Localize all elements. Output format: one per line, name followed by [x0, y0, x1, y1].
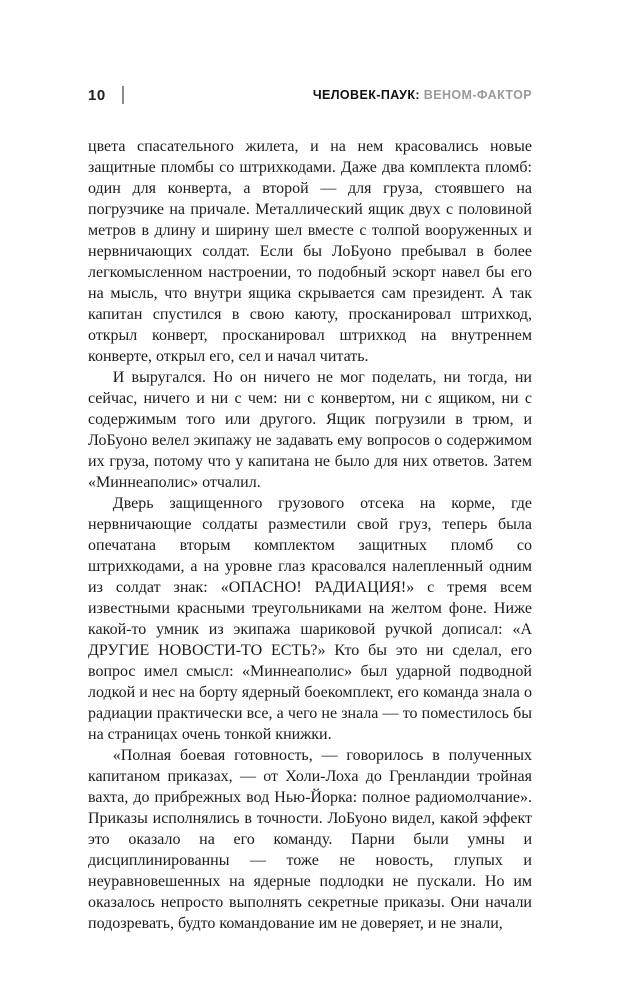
paragraph: «Полная боевая готовность, — говорилось в полученных капитаном приказах, — от Холи-Лоха до Гренландии тройная вахта, до прибрежных вод Нью-Йорка: полное радиомолчание». Приказы исполнялись в точности. ЛоБуоно видел, какой эффект это оказало на его команду. Парни были умны и дисциплинированны — тоже не новость, глупых и неуравновешенных на ядерные подлодки не пускали. Но им оказалось непросто выполнять секретные приказы. Они начали подозревать, будто командование им не доверяет, и не знали, — [88, 747, 532, 932]
paragraph: цвета спасательного жилета, и на нем красовались новые защитные пломбы со штрихкодами. Даже два комплекта пломб: один для конверта, а второй — для груза, стоявшего на погрузчике на причале. Металлический ящик двух с половиной метров в длину и ширину шел вместе с толпой вооруженных и нервничающих солдат. Если бы ЛоБуоно пребывал в более легкомысленном настроении, то подобный эскорт навел бы его на мысль, что внутри ящика скрывается сам президент. А так капитан спустился в свою каюту, просканировал штрихкод, открыл конверт, просканировал штрихкод на внутреннем конверте, открыл его, сел и начал читать. — [88, 138, 532, 365]
page-number: 10 — [88, 86, 106, 104]
paragraph: И выругался. Но он ничего не мог поделать, ни тогда, ни сейчас, ничего и ни с чем: ни с конвертом, ни с ящиком, ни с содержимым того или другого. Ящик погрузили в трюм, и ЛоБуоно велел экипажу не задавать ему вопросов о содержимом их груза, потому что у капитана не было для них ответов. Затем «Миннеаполис» отчалил. — [88, 369, 532, 491]
paragraph: Дверь защищенного грузового отсека на корме, где нервничающие солдаты разместили свой груз, теперь была опечатана вторым комплектом защитных пломб со штрихкодами, а на уровне глаз красовался налепленный одним из солдат знак: «ОПАСНО! РАДИАЦИЯ!» с тремя всем известными красными треугольниками на желтом фоне. Ниже какой-то умник из экипажа шариковой ручкой дописал: «А ДРУГИЕ НОВОСТИ-ТО ЕСТЬ?» Кто бы это ни сделал, его вопрос имел смысл: «Миннеаполис» был ударной подводной лодкой и нес на борту ядерный боекомплект, его команда знала о радиации практически все, а чего не знала — то поместилось бы на страницах очень тонкой книжки. — [88, 495, 532, 743]
running-title-main: ЧЕЛОВЕК-ПАУК: — [312, 88, 420, 102]
running-title — [313, 88, 532, 102]
page-body — [88, 136, 532, 934]
page-header — [88, 86, 532, 104]
page-number-block — [88, 86, 124, 104]
header-divider — [122, 86, 124, 104]
running-title-sub: ВЕНОМ-ФАКТОР — [419, 88, 532, 102]
